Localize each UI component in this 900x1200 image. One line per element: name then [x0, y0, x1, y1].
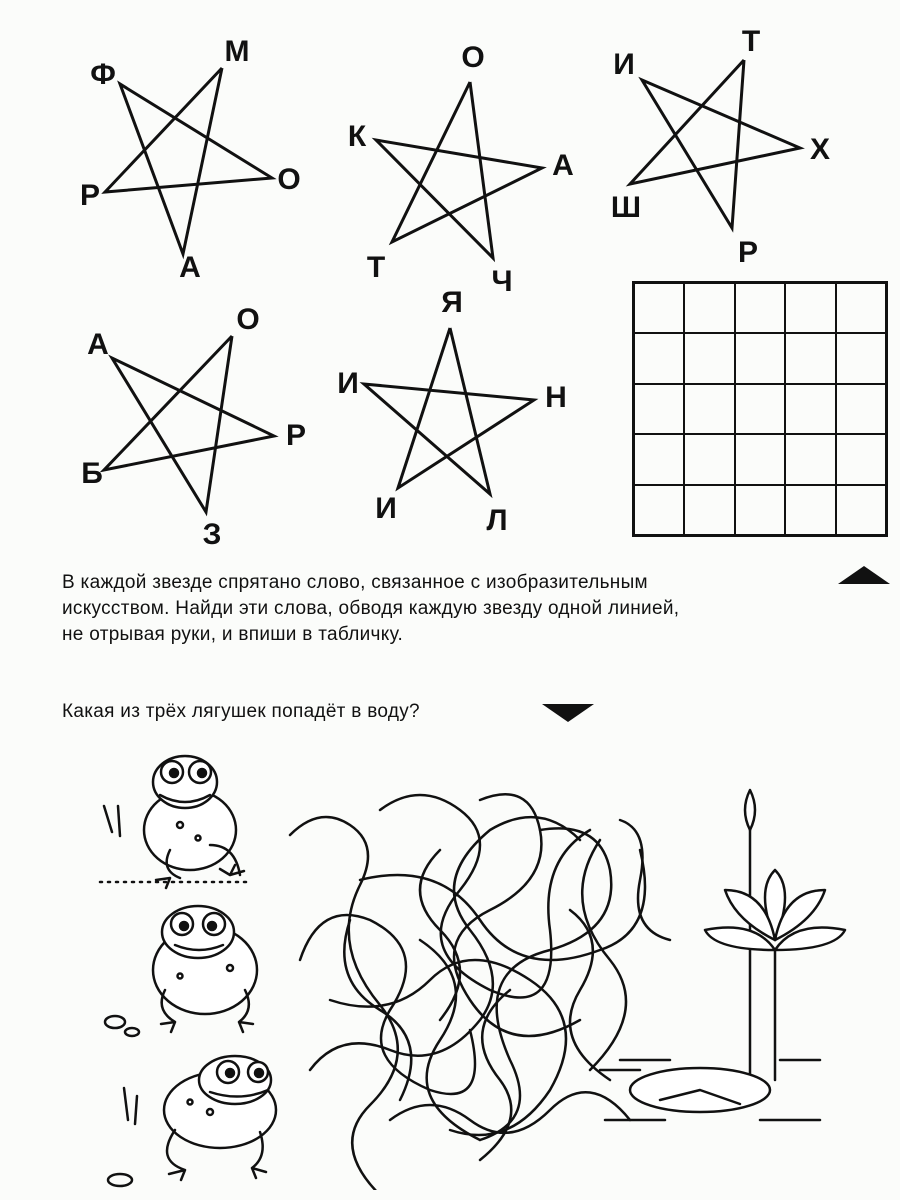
answer-grid-cell[interactable]	[836, 434, 886, 484]
instruction-line: В каждой звезде спрятано слово, связанное с изобразительным	[62, 572, 648, 593]
answer-grid-cell[interactable]	[735, 434, 785, 484]
frog-1-icon	[100, 756, 250, 888]
answer-grid-cell[interactable]	[836, 283, 886, 333]
answer-grid-cell[interactable]	[785, 485, 835, 535]
star-letter: О	[461, 41, 485, 74]
answer-grid-cell[interactable]	[836, 384, 886, 434]
instruction-line: не отрывая руки, и впиши в табличку.	[62, 624, 404, 645]
star-letter: З	[202, 518, 222, 551]
star-letter: Р	[285, 419, 307, 452]
star-letter: Р	[79, 179, 101, 212]
answer-grid-cell[interactable]	[785, 434, 835, 484]
triangle-up-icon	[838, 566, 890, 584]
star-letter: Ч	[491, 265, 513, 298]
star-letter: Ф	[90, 58, 116, 91]
answer-grid-cell[interactable]	[735, 485, 785, 535]
frog-3-icon	[108, 1056, 276, 1186]
star-letter: Я	[441, 286, 463, 319]
answer-grid-cell[interactable]	[634, 384, 684, 434]
frog-2-icon	[105, 906, 257, 1036]
answer-grid-cell[interactable]	[785, 384, 835, 434]
answer-grid-cell[interactable]	[634, 283, 684, 333]
answer-grid-cell[interactable]	[684, 485, 734, 535]
star-letter: И	[375, 492, 397, 525]
lotus-flower-icon	[600, 790, 845, 1120]
star-letter: Х	[809, 133, 831, 166]
star-letter: А	[552, 149, 574, 182]
star-letter: Ш	[610, 191, 642, 224]
answer-grid-cell[interactable]	[634, 434, 684, 484]
star-letter: И	[337, 367, 359, 400]
star-letter: А	[87, 328, 109, 361]
tangled-paths	[290, 794, 670, 1190]
answer-grid-cell[interactable]	[735, 283, 785, 333]
answer-grid-cell[interactable]	[684, 283, 734, 333]
star-letter: О	[277, 163, 301, 196]
answer-grid-cell[interactable]	[634, 333, 684, 383]
answer-grid-cell[interactable]	[735, 384, 785, 434]
answer-grid-cell[interactable]	[836, 485, 886, 535]
star-letter: И	[613, 48, 635, 81]
star-letter: М	[224, 35, 250, 68]
frog-question: Какая из трёх лягушек попадёт в воду?	[62, 701, 420, 722]
star-letter: Б	[81, 457, 103, 490]
answer-grid-cell[interactable]	[634, 485, 684, 535]
answer-grid-cell[interactable]	[684, 434, 734, 484]
answer-grid-cell[interactable]	[836, 333, 886, 383]
instruction-text	[62, 570, 862, 648]
star-letter: К	[347, 120, 367, 153]
star-letter: Т	[366, 251, 386, 284]
instruction-line: искусством. Найди эти слова, обводя каждую звезду одной линией,	[62, 598, 680, 619]
answer-grid-cell[interactable]	[684, 384, 734, 434]
answer-grid	[632, 281, 888, 537]
star-letter: Р	[737, 236, 759, 269]
answer-grid-cell[interactable]	[785, 283, 835, 333]
triangle-down-icon	[542, 704, 594, 722]
star-letter: Т	[741, 25, 761, 58]
frog-maze-illustration	[60, 740, 850, 1190]
star-letter: А	[179, 251, 201, 284]
answer-grid-cell[interactable]	[785, 333, 835, 383]
answer-grid-cell[interactable]	[684, 333, 734, 383]
star-letter: О	[236, 303, 260, 336]
answer-grid-cell[interactable]	[735, 333, 785, 383]
star-letter: Л	[486, 504, 508, 537]
star-letter: Н	[545, 381, 567, 414]
